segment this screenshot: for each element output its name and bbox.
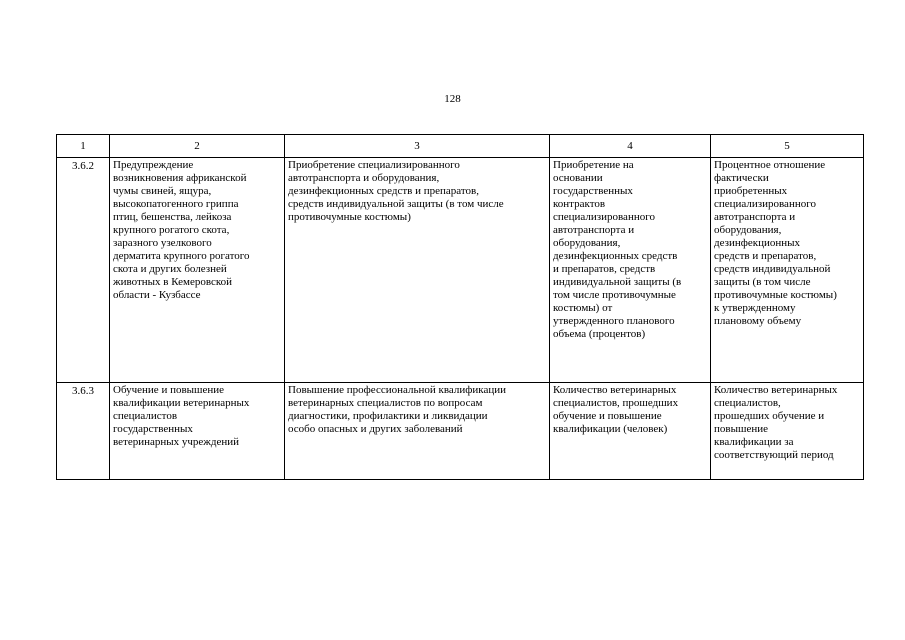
method-cell: Количество ветеринарных специалистов, прошедших обучение и повышение квалификации за соответствующий период [711,383,864,480]
method-cell: Процентное отношение фактически приобретенных специализированного автотранспорта и оборудования, дезинфекционных средств и препаратов, средств индивидуальной защиты (в том числе противочумные костюмы) к утвержденному плановому объему [711,158,864,383]
result-cell: Приобретение специализированного автотранспорта и оборудования, дезинфекционных средств и препаратов, средств индивидуальной защиты (в том числе противочумные костюмы) [285,158,550,383]
data-table [56,134,864,480]
measure-cell: Обучение и повышение квалификации ветеринарных специалистов государственных ветеринарных учреждений [110,383,285,480]
page-number: 128 [444,93,461,105]
measure-cell: Предупреждение возникновения африканской чумы свиней, ящура, высокопатогенного гриппа птиц, бешенства, лейкоза крупного рогатого скота, заразного узелкового дерматита крупного рогатого скота и других болезней животных в Кемеровской области - Кузбассе [110,158,285,383]
column-header: 2 [110,135,285,158]
row-number: 3.6.3 [57,383,110,480]
result-cell: Повышение профессиональной квалификации ветеринарных специалистов по вопросам диагностики, профилактики и ликвидации особо опасных и других заболеваний [285,383,550,480]
table-row [57,158,864,383]
table-row [57,383,864,480]
indicator-cell: Приобретение на основании государственных контрактов специализированного автотранспорта и оборудования, дезинфекционных средств и препаратов, средств индивидуальной защиты (в том числе противочумные костюмы) от утвержденного планового объема (процентов) [550,158,711,383]
column-header: 3 [285,135,550,158]
column-header: 1 [57,135,110,158]
indicator-cell: Количество ветеринарных специалистов, прошедших обучение и повышение квалификации (человек) [550,383,711,480]
row-number: 3.6.2 [57,158,110,383]
column-header: 5 [711,135,864,158]
table-header-row [57,135,864,158]
column-header: 4 [550,135,711,158]
